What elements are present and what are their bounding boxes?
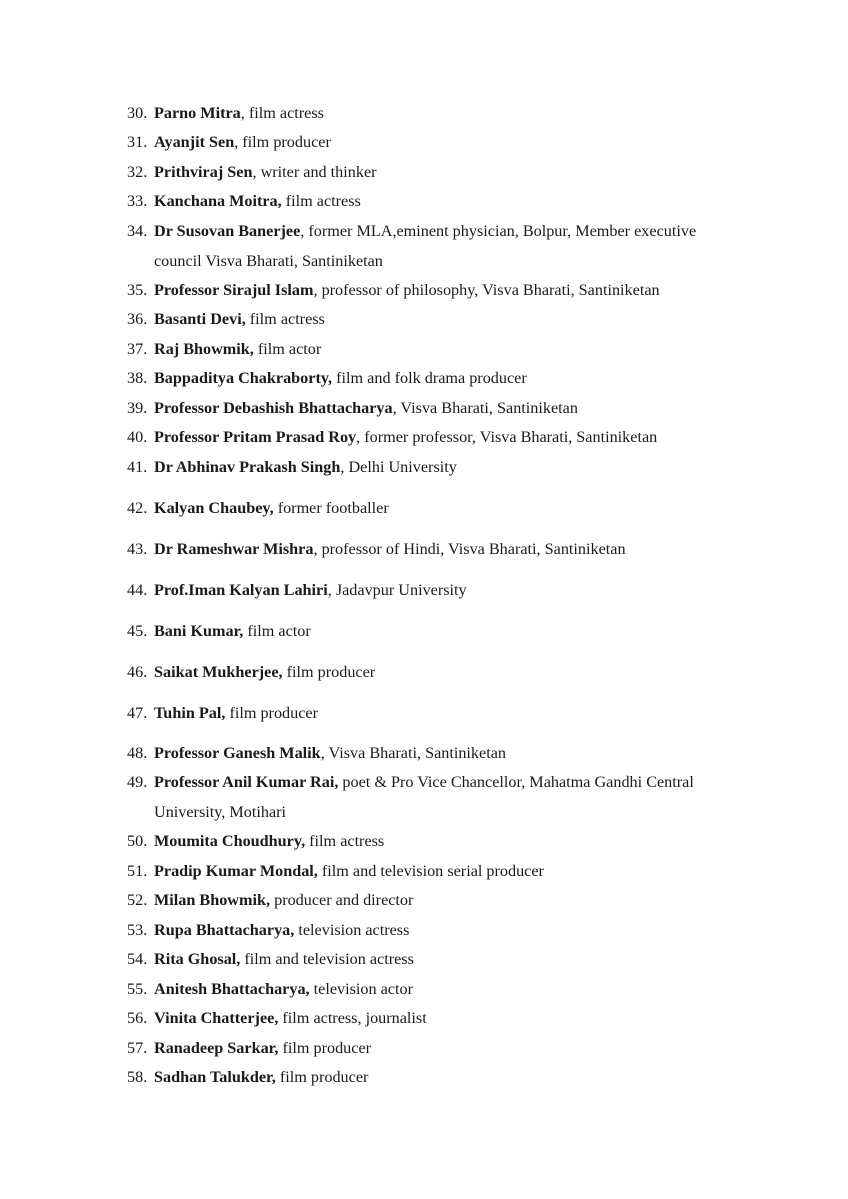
person-name: Milan Bhowmik, [154, 891, 271, 909]
list-item [127, 99, 747, 129]
item-number: 42. [127, 499, 148, 517]
person-description: , professor of Hindi, Visva Bharati, Santiniketan [313, 540, 626, 558]
list-item [127, 576, 747, 606]
person-name: Pradip Kumar Mondal, [154, 862, 318, 880]
person-name: Moumita Choudhury, [154, 832, 306, 850]
list-item [127, 494, 747, 524]
item-number: 49. [127, 773, 148, 791]
item-number: 36. [127, 310, 148, 328]
item-number: 50. [127, 832, 148, 850]
person-description: film actress [281, 192, 361, 210]
list-item [127, 768, 747, 827]
person-description: , writer and thinker [252, 163, 377, 181]
person-description: , Visva Bharati, Santiniketan [320, 744, 506, 762]
person-description-continued: University, Motihari [154, 802, 287, 821]
item-number: 33. [127, 192, 148, 210]
item-number: 56. [127, 1009, 148, 1027]
list-item [127, 364, 747, 394]
person-description: , former professor, Visva Bharati, Santiniketan [356, 428, 658, 446]
person-description: film producer [282, 663, 376, 681]
person-description: television actress [294, 921, 410, 939]
item-number: 38. [127, 369, 148, 387]
person-description: , professor of philosophy, Visva Bharati, Santiniketan [313, 281, 660, 299]
list-item [127, 305, 747, 335]
person-name: Prithviraj Sen [154, 163, 253, 181]
item-number: 40. [127, 428, 148, 446]
person-name: Professor Sirajul Islam [154, 281, 314, 299]
item-number: 34. [127, 222, 148, 240]
person-name: Ayanjit Sen [154, 133, 235, 151]
person-name: Kanchana Moitra, [154, 192, 282, 210]
person-description: film producer [278, 1039, 372, 1057]
person-description: television actor [309, 980, 413, 998]
item-number: 48. [127, 744, 148, 762]
item-number: 55. [127, 980, 148, 998]
item-number: 53. [127, 921, 148, 939]
person-name: Dr Rameshwar Mishra [154, 540, 314, 558]
list-item [127, 535, 747, 565]
person-description: , film actress [240, 104, 324, 122]
item-number: 44. [127, 581, 148, 599]
item-number: 52. [127, 891, 148, 909]
item-number: 32. [127, 163, 148, 181]
person-name: Saikat Mukherjee, [154, 663, 283, 681]
person-name: Bani Kumar, [154, 622, 244, 640]
item-number: 39. [127, 399, 148, 417]
list-item [127, 128, 747, 158]
person-description: , film producer [234, 133, 331, 151]
item-number: 54. [127, 950, 148, 968]
item-number: 30. [127, 104, 148, 122]
person-description: film actress, journalist [278, 1009, 427, 1027]
list-item [127, 453, 747, 483]
person-description: film actress [245, 310, 325, 328]
person-name: Rupa Bhattacharya, [154, 921, 295, 939]
item-number: 35. [127, 281, 148, 299]
person-name: Ranadeep Sarkar, [154, 1039, 279, 1057]
person-name: Tuhin Pal, [154, 704, 226, 722]
list-item [127, 217, 747, 276]
person-description: producer and director [270, 891, 414, 909]
person-name: Professor Ganesh Malik [154, 744, 321, 762]
person-description: film producer [275, 1068, 369, 1086]
person-name: Sadhan Talukder, [154, 1068, 276, 1086]
list-item [127, 699, 747, 729]
list-item [127, 276, 747, 306]
list-item [127, 617, 747, 647]
person-description: former footballer [273, 499, 389, 517]
item-number: 31. [127, 133, 148, 151]
item-number: 51. [127, 862, 148, 880]
person-name: Parno Mitra [154, 104, 241, 122]
person-description: , former MLA,eminent physician, Bolpur, Member executive [300, 222, 697, 240]
list-item [127, 423, 747, 453]
list-item [127, 335, 747, 365]
item-number: 58. [127, 1068, 148, 1086]
person-name: Dr Abhinav Prakash Singh [154, 458, 341, 476]
person-description: film actor [243, 622, 311, 640]
person-description: , Delhi University [340, 458, 457, 476]
list-item [127, 916, 747, 946]
person-name: Anitesh Bhattacharya, [154, 980, 310, 998]
item-number: 45. [127, 622, 148, 640]
person-description: poet & Pro Vice Chancellor, Mahatma Gandhi Central [338, 773, 694, 791]
person-name: Dr Susovan Banerjee [154, 222, 301, 240]
person-name: Rita Ghosal, [154, 950, 241, 968]
item-number: 37. [127, 340, 148, 358]
person-description: , Visva Bharati, Santiniketan [392, 399, 578, 417]
item-number: 43. [127, 540, 148, 558]
list-item [127, 658, 747, 688]
list-item [127, 1034, 747, 1064]
person-description: film and folk drama producer [332, 369, 527, 387]
person-name: Prof.Iman Kalyan Lahiri [154, 581, 328, 599]
person-name: Raj Bhowmik, [154, 340, 254, 358]
person-description: film actress [305, 832, 385, 850]
item-number: 57. [127, 1039, 148, 1057]
item-number: 47. [127, 704, 148, 722]
person-description: , Jadavpur University [327, 581, 467, 599]
item-number: 46. [127, 663, 148, 681]
person-name: Professor Debashish Bhattacharya [154, 399, 393, 417]
list-item [127, 886, 747, 916]
person-description-continued: council Visva Bharati, Santiniketan [154, 251, 383, 270]
person-name: Vinita Chatterjee, [154, 1009, 279, 1027]
person-name: Professor Anil Kumar Rai, [154, 773, 339, 791]
person-description: film producer [225, 704, 318, 722]
list-item [127, 739, 747, 769]
list-item [127, 394, 747, 424]
list-item [127, 1004, 747, 1034]
list-item [127, 945, 747, 975]
person-name: Professor Pritam Prasad Roy [154, 428, 357, 446]
list-item [127, 975, 747, 1005]
list-item [127, 158, 747, 188]
person-name: Kalyan Chaubey, [154, 499, 274, 517]
person-description: film and television actress [240, 950, 414, 968]
person-name: Basanti Devi, [154, 310, 246, 328]
list-item [127, 1063, 747, 1093]
person-description: film actor [253, 340, 322, 358]
list-item [127, 827, 747, 857]
person-description: film and television serial producer [317, 862, 544, 880]
item-number: 41. [127, 458, 148, 476]
person-name: Bappaditya Chakraborty, [154, 369, 333, 387]
list-item [127, 857, 747, 887]
list-item [127, 187, 747, 217]
